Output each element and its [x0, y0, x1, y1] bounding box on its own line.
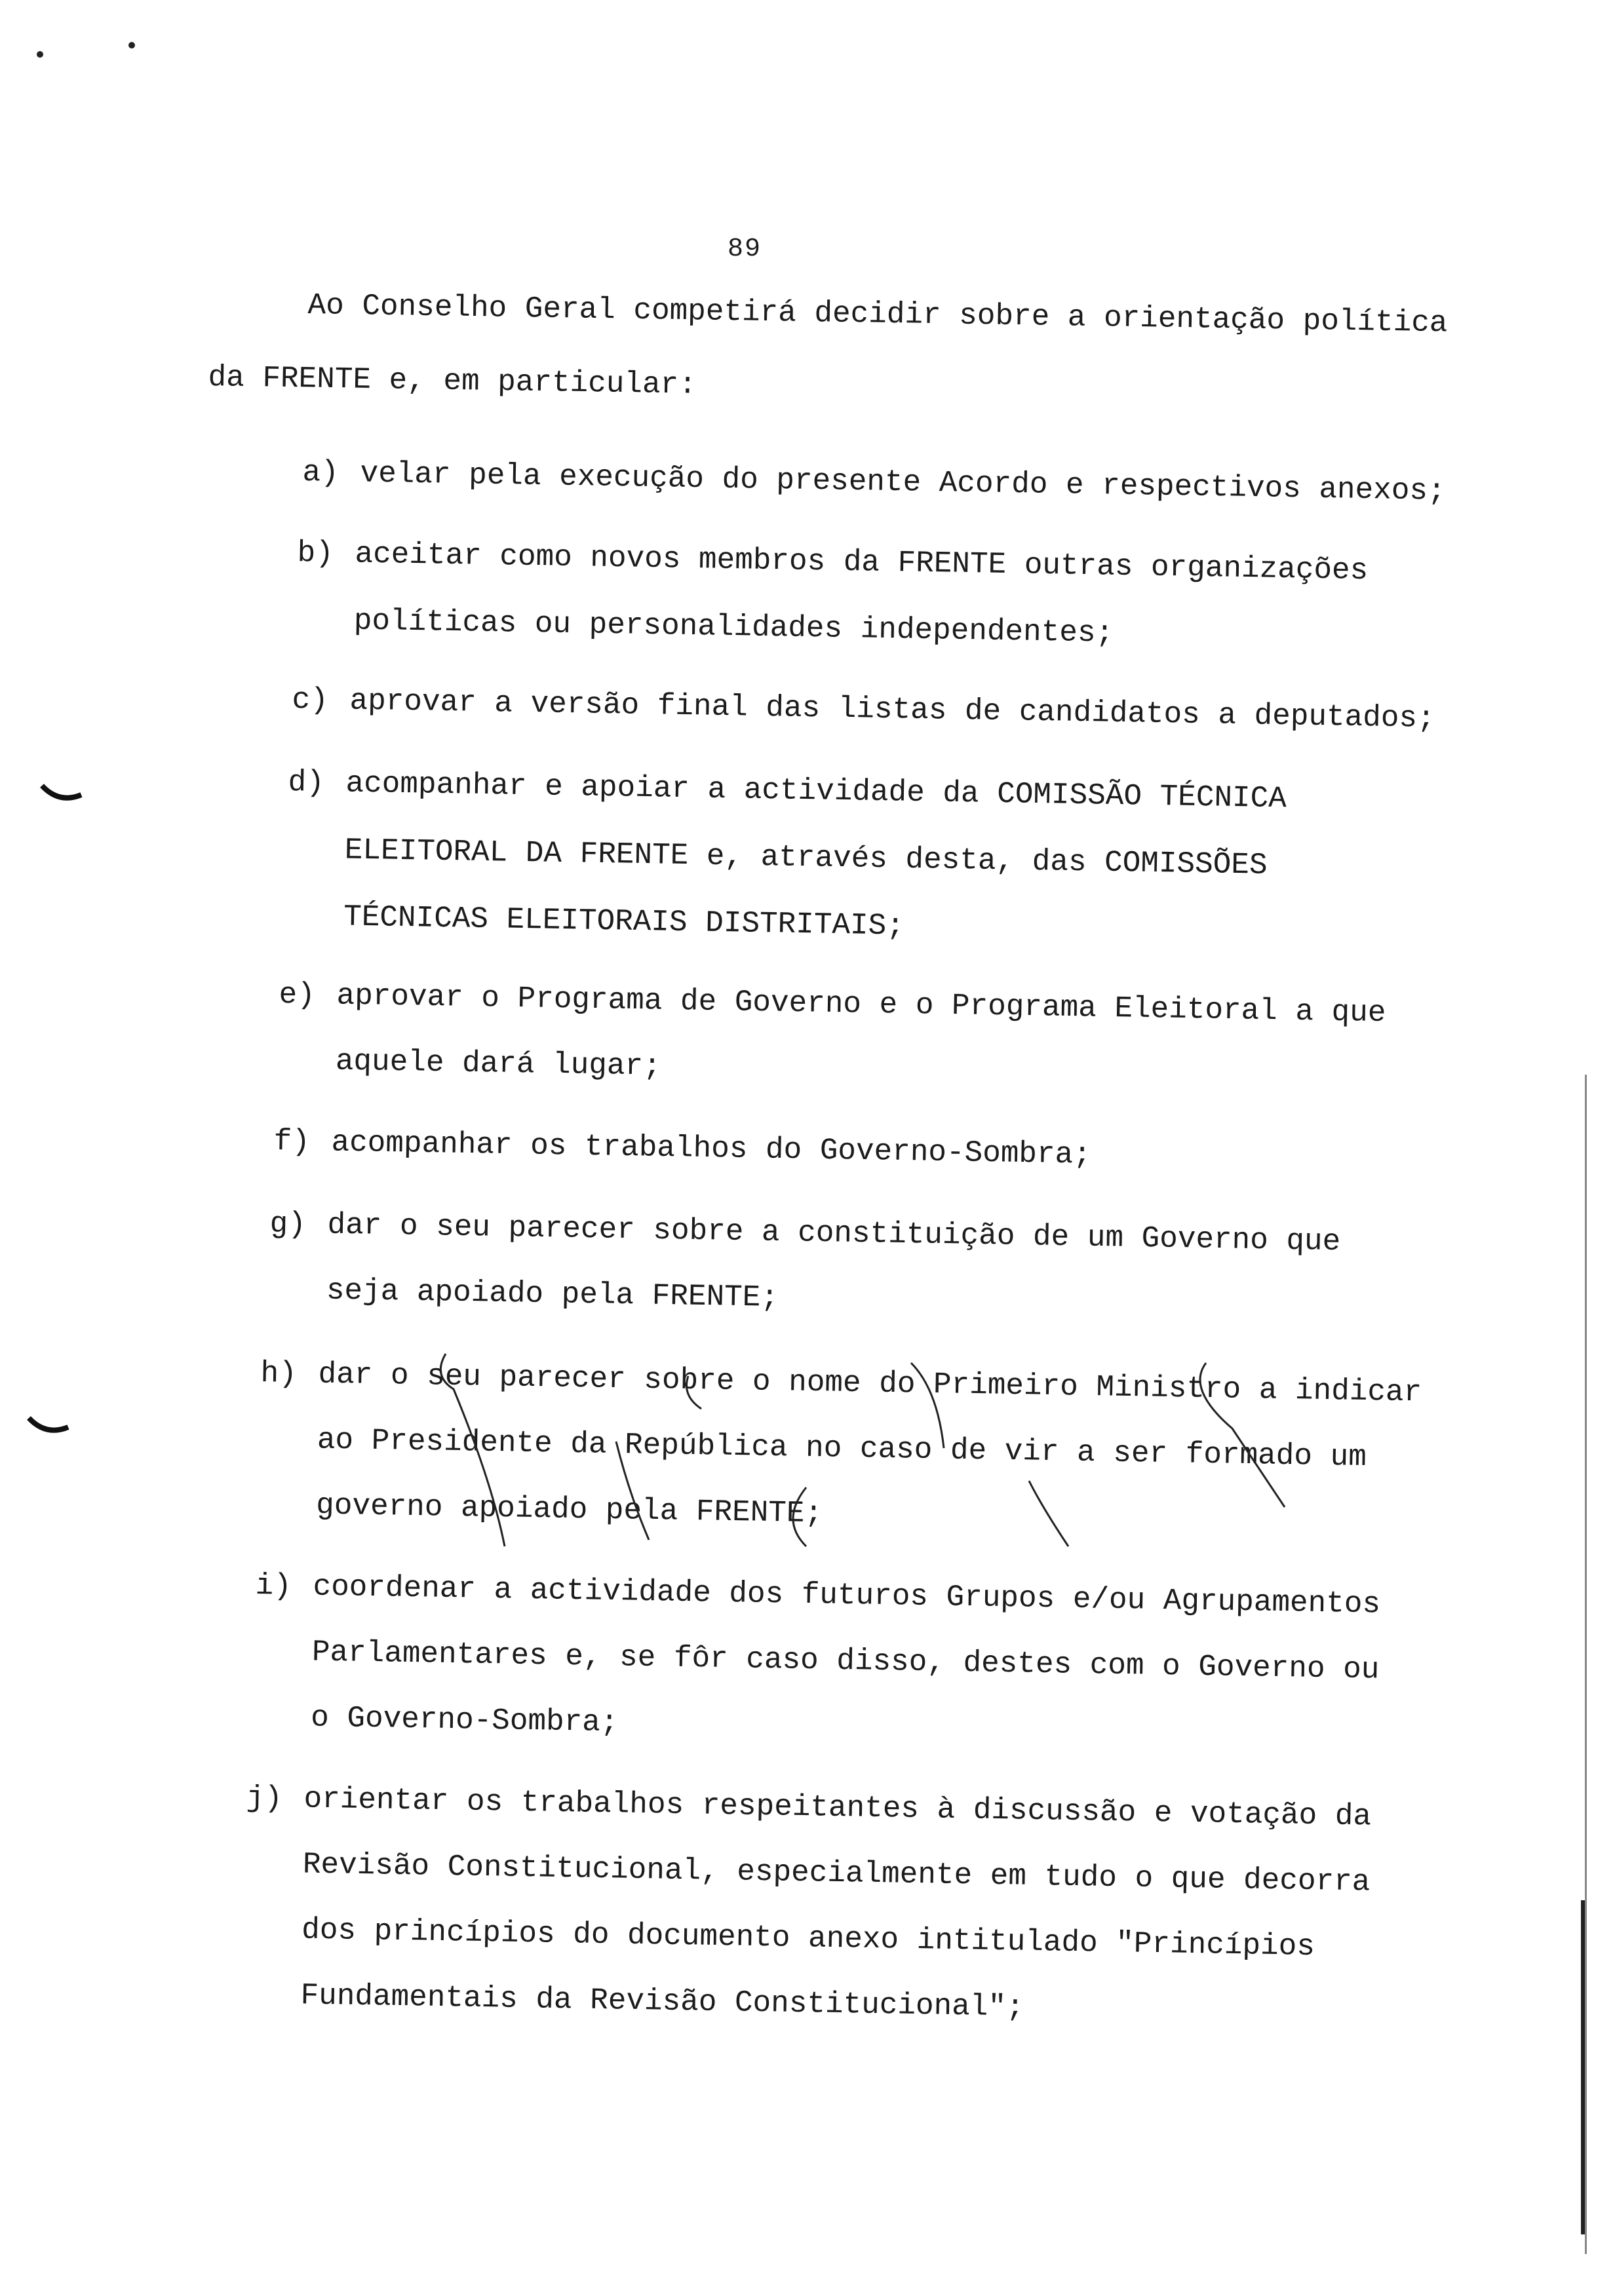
item-letter: d): [288, 765, 325, 800]
scan-edge-shadow: [1585, 1075, 1587, 2254]
item-line: o Governo-Sombra;: [310, 1700, 619, 1740]
item-letter: f): [273, 1124, 311, 1159]
item-line: aceitar como novos membros da FRENTE outras organizações: [355, 537, 1369, 588]
item-line: aprovar a versão final das listas de candidatos a deputados;: [349, 683, 1436, 736]
item-line: acompanhar os trabalhos do Governo-Sombra;: [331, 1125, 1092, 1172]
item-line: TÉCNICAS ELEITORAIS DISTRITAIS;: [343, 900, 905, 944]
handwritten-mark-icon: [413, 1350, 1363, 1559]
intro-line-1: Ao Conselho Geral competirá decidir sobre a orientação política: [307, 288, 1448, 341]
item-line: seja apoiado pela FRENTE;: [326, 1273, 779, 1315]
item-line: orientar os trabalhos respeitantes à discussão e votação da: [303, 1782, 1372, 1834]
punch-hole-mark-icon: [39, 783, 85, 809]
item-line: Parlamentares e, se fôr caso disso, destes com o Governo ou: [311, 1635, 1380, 1687]
item-letter: g): [269, 1207, 307, 1242]
scan-speck: [128, 42, 135, 48]
item-line: dar o seu parecer sobre o nome do Primeiro Ministro a indicar: [318, 1357, 1422, 1410]
item-letter: i): [255, 1569, 292, 1603]
item-letter: a): [302, 455, 340, 490]
item-letter: c): [292, 683, 329, 718]
scan-speck: [37, 51, 43, 58]
item-letter: b): [297, 536, 334, 571]
item-line: dar o seu parecer sobre a constituição de um Governo que: [327, 1208, 1341, 1259]
punch-hole-mark-icon: [26, 1415, 72, 1442]
item-line: governo apoiado pela FRENTE;: [315, 1488, 823, 1531]
item-line: ao Presidente da República no caso de vir a ser formado um: [317, 1423, 1367, 1474]
item-line: acompanhar e apoiar a actividade da COMISSÃO TÉCNICA: [345, 766, 1287, 816]
item-letter: h): [260, 1356, 298, 1391]
item-line: Revisão Constitucional, especialmente em tudo o que decorra: [302, 1847, 1371, 1900]
item-letter: e): [279, 978, 316, 1012]
item-letter: j): [246, 1781, 283, 1816]
item-line: velar pela execução do presente Acordo e respectivos anexos;: [360, 456, 1447, 508]
page-number: 89: [728, 235, 762, 264]
intro-line-2: da FRENTE e, em particular:: [208, 360, 697, 402]
item-line: políticas ou personalidades independentes;: [353, 603, 1114, 651]
item-line: coordenar a actividade dos futuros Grupos e/ou Agrupamentos: [313, 1569, 1381, 1622]
item-line: ELEITORAL DA FRENTE e, através desta, das COMISSÕES: [344, 833, 1268, 883]
item-line: aprovar o Programa de Governo e o Programa Eleitoral a que: [336, 978, 1386, 1030]
item-line: Fundamentais da Revisão Constitucional";: [300, 1978, 1025, 2025]
item-line: aquele dará lugar;: [335, 1044, 662, 1084]
item-line: dos princípios do documento anexo intitulado "Princípios: [301, 1913, 1315, 1964]
scan-edge-shadow: [1581, 1900, 1585, 2234]
